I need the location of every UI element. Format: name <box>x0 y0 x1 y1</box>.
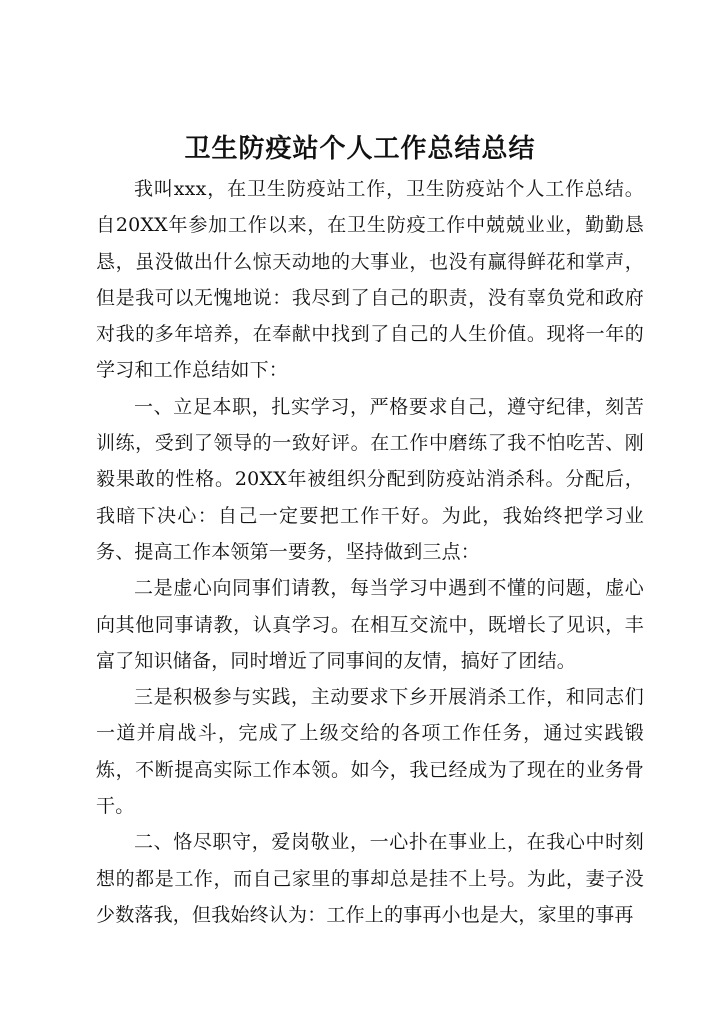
document-title: 卫生防疫站个人工作总结总结 <box>184 134 536 164</box>
paragraph-point-two: 二是虚心向同事们请教，每当学习中遇到不懂的问题，虚心向其他同事请教，认真学习。在相互交流中，既增长了见识，丰富了知识储备，同时增近了同事间的友情，搞好了团结。 <box>96 577 644 672</box>
paragraph-intro: 我叫xxx，在卫生防疫站工作，卫生防疫站个人工作总结。自20XX年参加工作以来，在卫生防疫工作中兢兢业业，勤勤恳恳，虽没做出什么惊天动地的大事业，也没有赢得鲜花和掌声，但是我可以无愧地说：我尽到了自己的职责，没有辜负党和政府对我的多年培养，在奉献中找到了自己的人生价值。现将一年的学习和工作总结如下： <box>96 178 644 382</box>
paragraph-section-two: 二、恪尽职守，爱岗敬业，一心扑在事业上，在我心中时刻想的都是工作，而自己家里的事却总是挂不上号。为此，妻子没少数落我，但我始终认为：工作上的事再小也是大，家里的事再 <box>96 831 644 926</box>
paragraph-point-three: 三是积极参与实践，主动要求下乡开展消杀工作，和同志们一道并肩战斗，完成了上级交给的各项工作任务，通过实践锻炼，不断提高实际工作本领。如今，我已经成为了现在的业务骨干。 <box>96 686 644 818</box>
document-body <box>96 171 644 933</box>
paragraph-section-one: 一、立足本职，扎实学习，严格要求自己，遵守纪律，刻苦训练，受到了领导的一致好评。在工作中磨练了我不怕吃苦、刚毅果敢的性格。20XX年被组织分配到防疫站消杀科。分配后，我暗下决心：自己一定要把工作干好。为此，我始终把学习业务、提高工作本领第一要务，坚持做到三点： <box>96 395 644 563</box>
